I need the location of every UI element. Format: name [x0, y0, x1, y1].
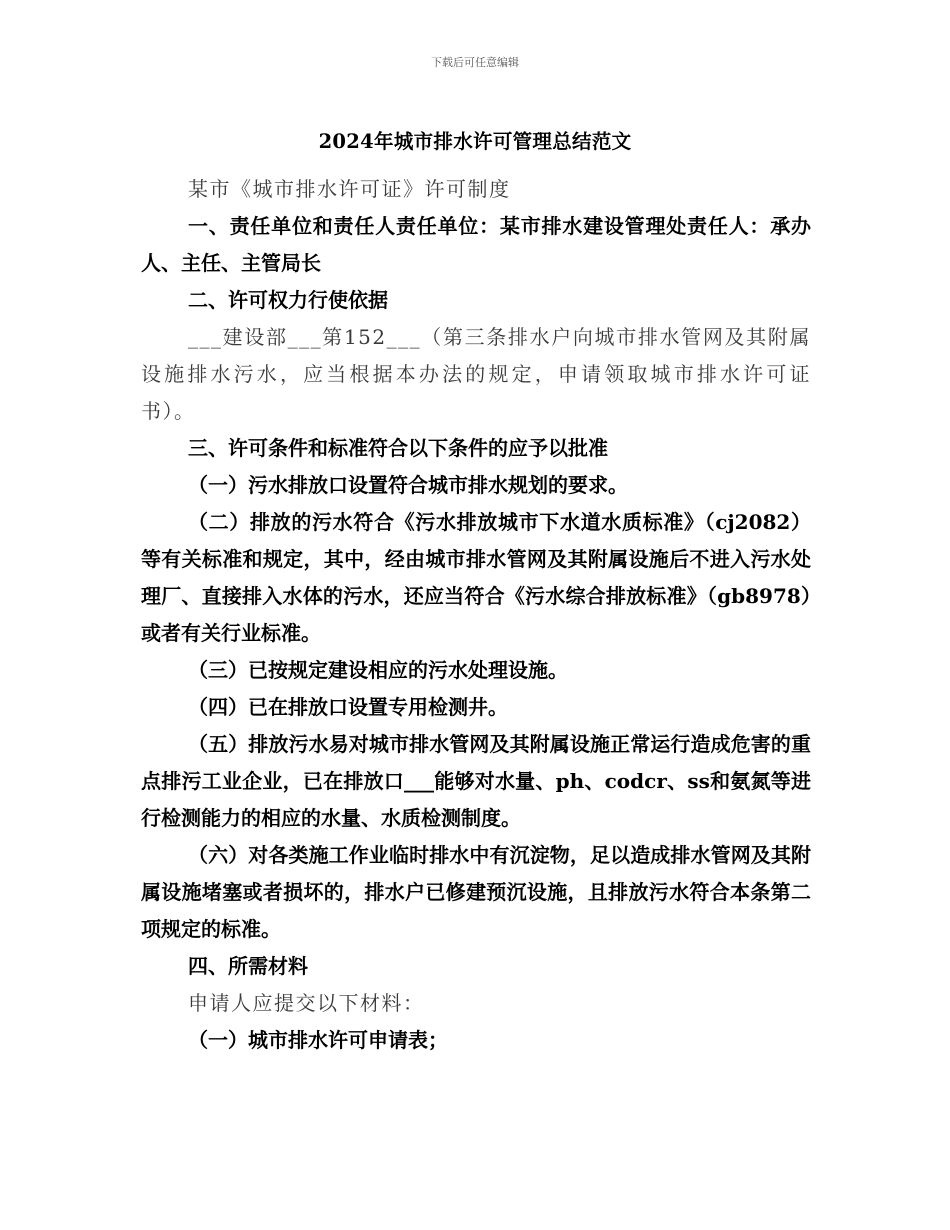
- paragraph-material-1: （一）城市排水许可申请表；: [188, 1028, 448, 1052]
- paragraph-condition-2: （二）排放的污水符合《污水排放城市下水道水质标准》（cj2082）等有关标准和规定，其中，经由城市排水管网及其附属设施后不进入污水处理厂、直接排入水体的污水，还应当符合《污水综合排放标准》（gb8978）或者有关行业标准。: [141, 510, 811, 645]
- heading-section-2: 二、许可权力行使依据: [188, 288, 388, 312]
- paragraph-condition-5: （五）排放污水易对城市排水管网及其附属设施正常运行造成危害的重点排污工业企业，已在排放口___能够对水量、ph、codcr、ss和氨氮等进行检测能力的相应的水量、水质检测制度。: [141, 732, 811, 830]
- document-title: 2024年城市排水许可管理总结范文: [318, 130, 632, 153]
- paragraph-condition-4: （四）已在排放口设置专用检测井。: [188, 695, 508, 719]
- heading-section-4: 四、所需材料: [188, 954, 308, 978]
- document-body: [141, 171, 811, 1059]
- paragraph-legal-basis: ___建设部___第152___（第三条排水户向城市排水管网及其附属设施排水污水，应当根据本办法的规定，申请领取城市排水许可证书）。: [141, 325, 811, 423]
- paragraph-condition-3: （三）已按规定建设相应的污水处理设施。: [188, 658, 568, 682]
- paragraph-condition-1: （一）污水排放口设置符合城市排水规划的要求。: [188, 473, 628, 497]
- paragraph-materials-intro: 申请人应提交以下材料：: [188, 991, 425, 1015]
- page-header: 下载后可任意编辑: [431, 56, 519, 69]
- paragraph-intro: 某市《城市排水许可证》许可制度: [188, 177, 511, 201]
- heading-section-3: 三、许可条件和标准符合以下条件的应予以批准: [188, 436, 608, 460]
- paragraph-condition-6: （六）对各类施工作业临时排水中有沉淀物，足以造成排水管网及其附属设施堵塞或者损坏的，排水户已修建预沉设施，且排放污水符合本条第二项规定的标准。: [141, 843, 811, 941]
- paragraph-section-1: 一、责任单位和责任人责任单位：某市排水建设管理处责任人：承办人、主任、主管局长: [141, 214, 811, 275]
